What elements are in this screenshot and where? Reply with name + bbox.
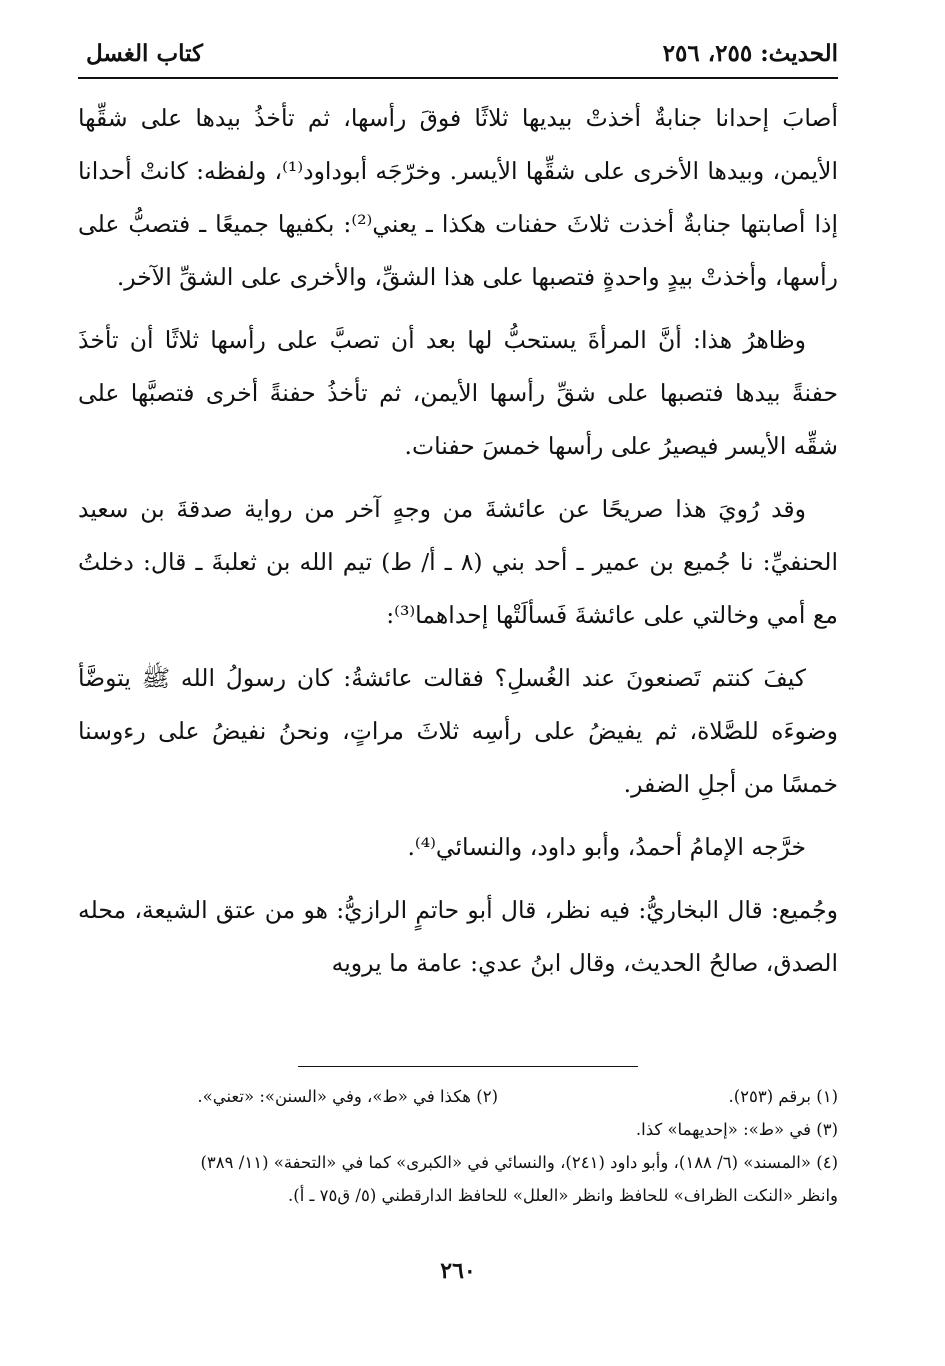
book-page [78, 0, 838, 1366]
main-text [78, 92, 838, 990]
paragraph-5: خرَّجه الإمامُ أحمدُ، وأبو داود، والنسائي⁽⁴⁾. [407, 833, 806, 861]
page-number: ٢٦٠ [440, 1258, 476, 1284]
footnotes [78, 1080, 838, 1212]
footnote-4-continued: وانظر «النكت الظراف» للحافظ وانظر «العلل» للحافظ الدارقطني (٥/ ق٧٥ ـ أ). [288, 1186, 838, 1205]
hadith-number-label: الحديث: ٢٥٥، ٢٥٦ [662, 40, 838, 67]
footnote-1: (١) برقم (٢٥٣). [728, 1087, 838, 1106]
footnote-row-1 [78, 1080, 838, 1113]
book-title: كتاب الغسل [86, 40, 203, 67]
paragraph-2: وظاهرُ هذا: أنَّ المرأةَ يستحبُّ لها بعد أن تصبَّ على رأسها ثلاثًا أن تأخذَ حفنةً بيدها فتصبها على شقِّ رأسها الأيمن، ثم تأخذُ حفنةً أخرى فتصبَّها على شقِّه الأيسر فيصيرُ على رأسها خمسَ حفنات. [78, 326, 838, 460]
footnote-3: (٣) في «ط»: «إحديهما» كذا. [635, 1120, 838, 1139]
paragraph-4: كيفَ كنتم تَصنعونَ عند الغُسلِ؟ فقالت عائشةُ: كان رسولُ الله ﷺ يتوضَّأ وضوءَه للصَّلاة، ثم يفيضُ على رأسِه ثلاثَ مراتٍ، ونحنُ نفيضُ على رءوسنا خمسًا من أجلِ الضفر. [78, 664, 838, 798]
paragraph-6: وجُميع: قال البخاريُّ: فيه نظر، قال أبو حاتمٍ الرازيُّ: هو من عتق الشيعة، محله الصدق، صالحُ الحديث، وقال ابنُ عدي: عامة ما يرويه [78, 896, 838, 977]
paragraph-3: وقد رُويَ هذا صريحًا عن عائشةَ من وجهٍ آخر من رواية صدقةَ بن سعيد الحنفيِّ: نا جُميع بن عمير ـ أحد بني (٨ ـ أ/ ط) تيم الله بن ثعلبةَ ـ قال: دخلتُ مع أمي وخالتي على عائشةَ فَسألَتْها إحداهما⁽³⁾: [78, 495, 838, 629]
header-divider [78, 77, 838, 79]
footnote-4: (٤) «المسند» (٦/ ١٨٨)، وأبو داود (٢٤١)، والنسائي في «الكبرى» كما في «التحفة» (١١/ ٣٨٩) [200, 1153, 838, 1172]
footnote-divider [298, 1066, 638, 1067]
footnote-2: (٢) هكذا في «ط»، وفي «السنن»: «تعني». [197, 1087, 498, 1106]
page-header [78, 40, 838, 80]
paragraph-1: أصابَ إحدانا جنابةٌ أخذتْ بيديها ثلاثًا فوقَ رأسها، ثم تأخذُ بيدها على شقِّها الأيمن، وبيدها الأخرى على شقِّها الأيسر. وخرّجَه أبوداود⁽¹⁾، ولفظه: كانتْ أحدانا إذا أصابتها جنابةٌ أخذت ثلاثَ حفنات هكذا ـ يعني⁽²⁾: بكفيها جميعًا ـ فتصبُّ على رأسها، وأخذتْ بيدٍ واحدةٍ فتصبها على هذا الشقِّ، والأخرى على الشقِّ الآخر. [78, 104, 838, 291]
